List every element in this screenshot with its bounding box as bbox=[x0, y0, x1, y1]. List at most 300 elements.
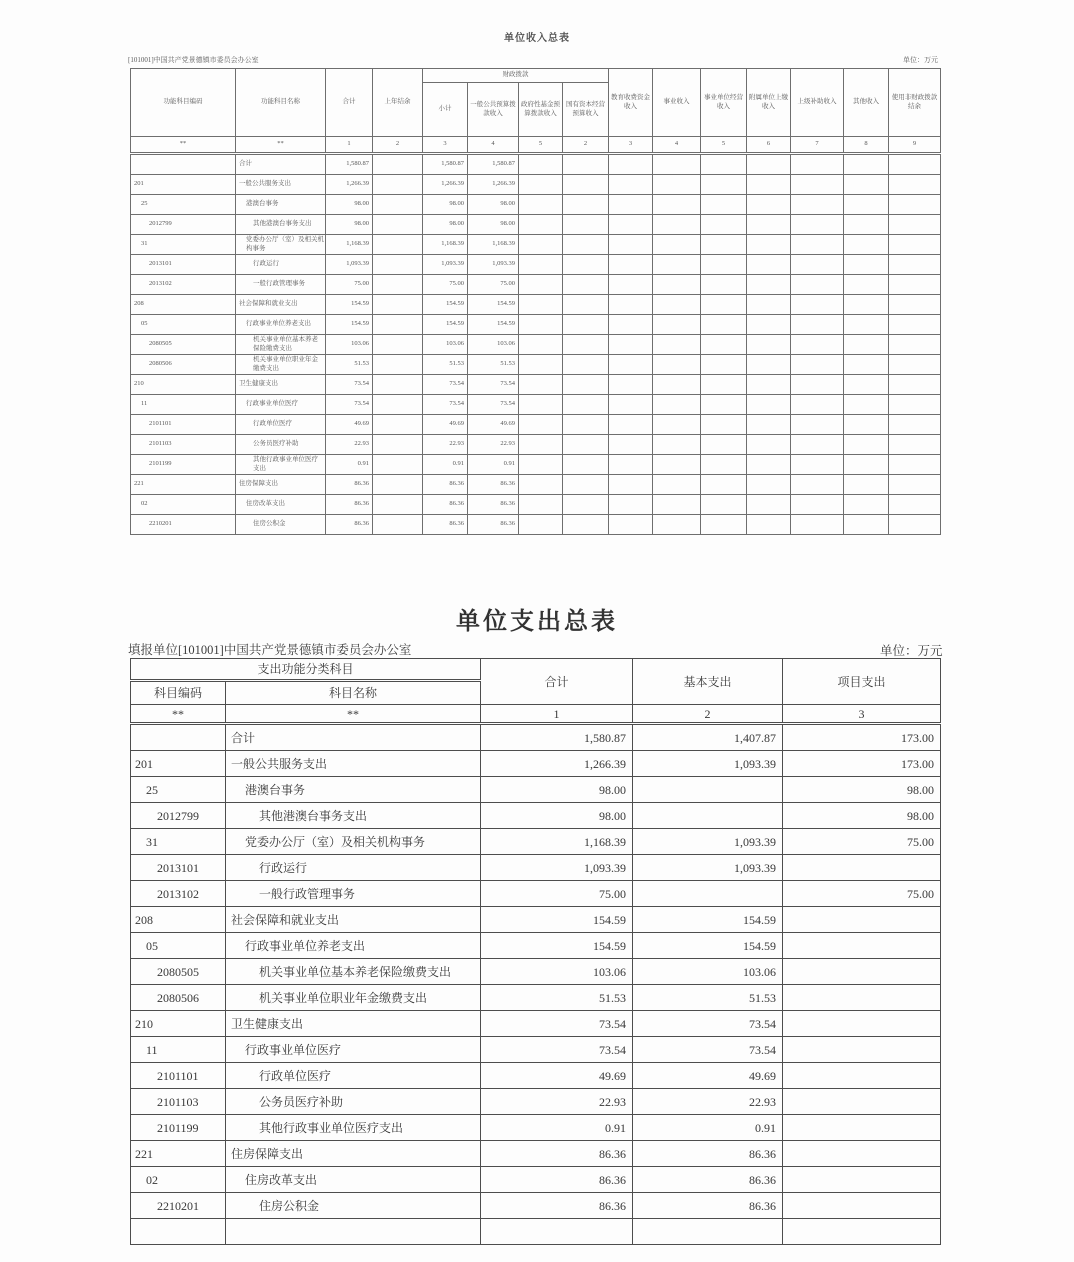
income-empty-cell bbox=[844, 455, 889, 475]
income-empty-cell bbox=[889, 375, 941, 395]
expense-name-cell: 港澳台事务 bbox=[226, 777, 481, 803]
income-empty-cell bbox=[519, 395, 563, 415]
expense-table-row bbox=[131, 985, 941, 1011]
income-total-cell: 154.59 bbox=[326, 295, 373, 315]
income-total-cell: 1,093.39 bbox=[326, 255, 373, 275]
expense-code-cell: 210 bbox=[131, 1011, 226, 1037]
income-name-cell: 住房公积金 bbox=[236, 515, 326, 535]
income-table-row bbox=[131, 255, 941, 275]
expense-basic-cell: 103.06 bbox=[633, 959, 783, 985]
income-empty-cell bbox=[844, 295, 889, 315]
income-colnum-cell: ** bbox=[236, 137, 326, 154]
income-empty-cell bbox=[609, 215, 653, 235]
income-fiscal-subtotal-cell: 86.36 bbox=[423, 475, 468, 495]
expense-table-row bbox=[131, 1193, 941, 1219]
income-empty-cell bbox=[791, 275, 844, 295]
expense-table-row bbox=[131, 1063, 941, 1089]
income-total-cell: 49.69 bbox=[326, 415, 373, 435]
income-empty-cell bbox=[844, 175, 889, 195]
income-empty-cell bbox=[519, 495, 563, 515]
income-empty-cell bbox=[519, 175, 563, 195]
income-code-cell: 2012799 bbox=[131, 215, 236, 235]
income-code-cell: 201 bbox=[131, 175, 236, 195]
income-empty-cell bbox=[889, 255, 941, 275]
expense-name-cell bbox=[226, 1219, 481, 1245]
income-empty-cell bbox=[653, 495, 701, 515]
income-empty-cell bbox=[791, 215, 844, 235]
expense-name-cell: 机关事业单位职业年金缴费支出 bbox=[226, 985, 481, 1011]
income-code-cell: 2080506 bbox=[131, 355, 236, 375]
income-prev-balance-cell bbox=[373, 215, 423, 235]
income-colnum-cell: 2 bbox=[373, 137, 423, 154]
income-empty-cell bbox=[844, 195, 889, 215]
income-colnum-row bbox=[131, 137, 941, 154]
expense-project-cell: 75.00 bbox=[783, 829, 941, 855]
expense-code-cell: 31 bbox=[131, 829, 226, 855]
income-code-cell: 2013101 bbox=[131, 255, 236, 275]
income-empty-cell bbox=[563, 375, 609, 395]
expense-total-cell: 86.36 bbox=[481, 1141, 633, 1167]
income-empty-cell bbox=[563, 175, 609, 195]
expense-total-cell: 22.93 bbox=[481, 1089, 633, 1115]
income-empty-cell bbox=[844, 435, 889, 455]
expense-name-cell: 行政单位医疗 bbox=[226, 1063, 481, 1089]
expense-code-cell: 11 bbox=[131, 1037, 226, 1063]
income-empty-cell bbox=[563, 335, 609, 355]
income-empty-cell bbox=[747, 215, 791, 235]
income-empty-cell bbox=[747, 195, 791, 215]
income-fiscal-subtotal-cell: 154.59 bbox=[423, 295, 468, 315]
income-empty-cell bbox=[844, 415, 889, 435]
income-empty-cell bbox=[844, 154, 889, 175]
expense-basic-cell bbox=[633, 1219, 783, 1245]
expense-project-cell bbox=[783, 959, 941, 985]
income-empty-cell bbox=[844, 235, 889, 255]
expense-project-cell bbox=[783, 985, 941, 1011]
expense-name-cell: 党委办公厅（室）及相关机构事务 bbox=[226, 829, 481, 855]
income-total-cell: 86.36 bbox=[326, 475, 373, 495]
expense-total-cell: 0.91 bbox=[481, 1115, 633, 1141]
income-name-cell: 党委办公厅（室）及相关机构事务 bbox=[236, 235, 326, 255]
income-table-row bbox=[131, 355, 941, 375]
income-general-budget-cell: 1,266.39 bbox=[468, 175, 519, 195]
income-empty-cell bbox=[653, 435, 701, 455]
income-fiscal-subtotal-cell: 98.00 bbox=[423, 215, 468, 235]
income-empty-cell bbox=[563, 355, 609, 375]
income-empty-cell bbox=[701, 195, 747, 215]
income-empty-cell bbox=[701, 355, 747, 375]
income-empty-cell bbox=[747, 455, 791, 475]
income-empty-cell bbox=[701, 335, 747, 355]
income-empty-cell bbox=[519, 215, 563, 235]
income-fiscal-subtotal-cell: 86.36 bbox=[423, 515, 468, 535]
income-total-cell: 154.59 bbox=[326, 315, 373, 335]
income-prev-balance-cell bbox=[373, 175, 423, 195]
income-empty-cell bbox=[609, 475, 653, 495]
income-general-budget-cell: 103.06 bbox=[468, 335, 519, 355]
expense-code-cell: 208 bbox=[131, 907, 226, 933]
expense-basic-cell: 1,093.39 bbox=[633, 751, 783, 777]
income-general-budget-cell: 22.93 bbox=[468, 435, 519, 455]
income-fiscal-subtotal-cell: 73.54 bbox=[423, 375, 468, 395]
income-empty-cell bbox=[791, 475, 844, 495]
income-empty-cell bbox=[609, 335, 653, 355]
income-empty-cell bbox=[563, 215, 609, 235]
expense-basic-cell: 86.36 bbox=[633, 1193, 783, 1219]
expense-total-cell: 154.59 bbox=[481, 933, 633, 959]
income-colnum-cell: 5 bbox=[701, 137, 747, 154]
income-colnum-cell: 5 bbox=[519, 137, 563, 154]
income-empty-cell bbox=[747, 395, 791, 415]
income-prev-balance-cell bbox=[373, 475, 423, 495]
income-general-budget-cell: 154.59 bbox=[468, 315, 519, 335]
income-empty-cell bbox=[519, 515, 563, 535]
expense-table-row bbox=[131, 1011, 941, 1037]
income-empty-cell bbox=[609, 415, 653, 435]
income-empty-cell bbox=[747, 175, 791, 195]
expense-table-row bbox=[131, 1167, 941, 1193]
income-prev-balance-cell bbox=[373, 195, 423, 215]
income-empty-cell bbox=[889, 515, 941, 535]
income-code-cell: 05 bbox=[131, 315, 236, 335]
expense-basic-cell bbox=[633, 803, 783, 829]
income-empty-cell bbox=[519, 415, 563, 435]
income-code-cell: 31 bbox=[131, 235, 236, 255]
expense-header-project: 项目支出 bbox=[783, 659, 941, 705]
income-empty-cell bbox=[609, 495, 653, 515]
income-empty-cell bbox=[791, 515, 844, 535]
expense-basic-cell: 86.36 bbox=[633, 1141, 783, 1167]
income-header-biz-operation: 事业单位经营收入 bbox=[701, 69, 747, 137]
expense-table-row bbox=[131, 959, 941, 985]
income-table-row bbox=[131, 435, 941, 455]
income-total-cell: 98.00 bbox=[326, 195, 373, 215]
income-colnum-cell: 7 bbox=[791, 137, 844, 154]
income-code-cell: 2101103 bbox=[131, 435, 236, 455]
income-empty-cell bbox=[701, 175, 747, 195]
income-empty-cell bbox=[653, 475, 701, 495]
income-empty-cell bbox=[609, 315, 653, 335]
expense-name-cell: 行政事业单位医疗 bbox=[226, 1037, 481, 1063]
income-org-label: [101001]中国共产党景德镇市委员会办公室 bbox=[128, 56, 259, 64]
income-empty-cell bbox=[701, 435, 747, 455]
expense-name-cell: 公务员医疗补助 bbox=[226, 1089, 481, 1115]
income-general-budget-cell: 1,093.39 bbox=[468, 255, 519, 275]
expense-table-row bbox=[131, 1219, 941, 1245]
expense-code-cell: 05 bbox=[131, 933, 226, 959]
income-fiscal-subtotal-cell: 1,168.39 bbox=[423, 235, 468, 255]
income-code-cell bbox=[131, 154, 236, 175]
expense-basic-cell: 1,093.39 bbox=[633, 829, 783, 855]
income-table-row bbox=[131, 475, 941, 495]
expense-table-row bbox=[131, 881, 941, 907]
expense-total-cell: 86.36 bbox=[481, 1167, 633, 1193]
expense-code-cell: 2013101 bbox=[131, 855, 226, 881]
expense-colnum-cell: 1 bbox=[481, 705, 633, 724]
income-empty-cell bbox=[609, 154, 653, 175]
income-table-row bbox=[131, 215, 941, 235]
expense-total-cell: 98.00 bbox=[481, 777, 633, 803]
income-name-cell: 住房改革支出 bbox=[236, 495, 326, 515]
income-code-cell: 2101101 bbox=[131, 415, 236, 435]
income-empty-cell bbox=[701, 154, 747, 175]
expense-header-code: 科目编码 bbox=[131, 681, 226, 705]
income-colnum-cell: 1 bbox=[326, 137, 373, 154]
income-empty-cell bbox=[563, 455, 609, 475]
income-name-cell: 行政事业单位医疗 bbox=[236, 395, 326, 415]
expense-colnum-cell: 2 bbox=[633, 705, 783, 724]
income-colnum-cell: 4 bbox=[468, 137, 519, 154]
income-empty-cell bbox=[701, 415, 747, 435]
income-fiscal-subtotal-cell: 73.54 bbox=[423, 395, 468, 415]
income-empty-cell bbox=[609, 235, 653, 255]
income-prev-balance-cell bbox=[373, 275, 423, 295]
income-fiscal-subtotal-cell: 86.36 bbox=[423, 495, 468, 515]
income-header-edu-fee: 教育收费资金收入 bbox=[609, 69, 653, 137]
expense-basic-cell: 49.69 bbox=[633, 1063, 783, 1089]
income-empty-cell bbox=[791, 335, 844, 355]
income-empty-cell bbox=[563, 475, 609, 495]
expense-basic-cell bbox=[633, 881, 783, 907]
income-empty-cell bbox=[609, 375, 653, 395]
income-header-state-capital: 国有资本经营预算收入 bbox=[563, 83, 609, 137]
income-total-cell: 73.54 bbox=[326, 375, 373, 395]
income-empty-cell bbox=[653, 195, 701, 215]
expense-project-cell bbox=[783, 1193, 941, 1219]
income-general-budget-cell: 1,580.87 bbox=[468, 154, 519, 175]
income-empty-cell bbox=[563, 235, 609, 255]
income-empty-cell bbox=[519, 195, 563, 215]
income-name-cell: 行政事业单位养老支出 bbox=[236, 315, 326, 335]
expense-name-cell: 合计 bbox=[226, 724, 481, 751]
expense-basic-cell: 0.91 bbox=[633, 1115, 783, 1141]
income-table-body bbox=[131, 154, 941, 535]
income-empty-cell bbox=[791, 154, 844, 175]
income-table-row bbox=[131, 415, 941, 435]
expense-name-cell: 住房保障支出 bbox=[226, 1141, 481, 1167]
income-empty-cell bbox=[791, 235, 844, 255]
income-empty-cell bbox=[609, 255, 653, 275]
income-header-name: 功能科目名称 bbox=[236, 69, 326, 137]
expense-table-body bbox=[131, 724, 941, 1245]
expense-unit-label: 单位：万元 bbox=[880, 644, 943, 658]
income-empty-cell bbox=[701, 515, 747, 535]
income-empty-cell bbox=[653, 355, 701, 375]
expense-code-cell: 2012799 bbox=[131, 803, 226, 829]
income-code-cell: 2101199 bbox=[131, 455, 236, 475]
expense-name-cell: 行政运行 bbox=[226, 855, 481, 881]
income-code-cell: 02 bbox=[131, 495, 236, 515]
income-empty-cell bbox=[844, 255, 889, 275]
income-empty-cell bbox=[747, 475, 791, 495]
expense-table-row bbox=[131, 907, 941, 933]
expense-table-title: 单位支出总表 bbox=[456, 609, 618, 635]
income-total-cell: 75.00 bbox=[326, 275, 373, 295]
income-name-cell: 其他港澳台事务支出 bbox=[236, 215, 326, 235]
expense-project-cell: 98.00 bbox=[783, 777, 941, 803]
income-empty-cell bbox=[844, 475, 889, 495]
income-header-general-budget: 一般公共预算拨款收入 bbox=[468, 83, 519, 137]
income-empty-cell bbox=[747, 335, 791, 355]
income-empty-cell bbox=[747, 355, 791, 375]
expense-total-cell: 49.69 bbox=[481, 1063, 633, 1089]
expense-code-cell: 2080506 bbox=[131, 985, 226, 1011]
income-empty-cell bbox=[519, 475, 563, 495]
income-name-cell: 港澳台事务 bbox=[236, 195, 326, 215]
income-empty-cell bbox=[791, 395, 844, 415]
income-empty-cell bbox=[747, 415, 791, 435]
expense-total-cell: 1,580.87 bbox=[481, 724, 633, 751]
income-empty-cell bbox=[609, 395, 653, 415]
income-prev-balance-cell bbox=[373, 335, 423, 355]
income-empty-cell bbox=[701, 315, 747, 335]
income-empty-cell bbox=[519, 335, 563, 355]
income-general-budget-cell: 86.36 bbox=[468, 475, 519, 495]
income-empty-cell bbox=[889, 435, 941, 455]
income-empty-cell bbox=[609, 295, 653, 315]
income-empty-cell bbox=[844, 275, 889, 295]
income-empty-cell bbox=[563, 295, 609, 315]
expense-project-cell bbox=[783, 907, 941, 933]
expense-name-cell: 其他港澳台事务支出 bbox=[226, 803, 481, 829]
income-empty-cell bbox=[844, 215, 889, 235]
income-empty-cell bbox=[747, 295, 791, 315]
expense-code-cell: 2101101 bbox=[131, 1063, 226, 1089]
expense-basic-cell: 73.54 bbox=[633, 1037, 783, 1063]
income-colnum-cell: 8 bbox=[844, 137, 889, 154]
income-general-budget-cell: 86.36 bbox=[468, 495, 519, 515]
income-prev-balance-cell bbox=[373, 235, 423, 255]
income-empty-cell bbox=[791, 195, 844, 215]
expense-colnum-cell: ** bbox=[131, 705, 226, 724]
income-total-cell: 103.06 bbox=[326, 335, 373, 355]
income-prev-balance-cell bbox=[373, 315, 423, 335]
income-unit-label: 单位：万元 bbox=[903, 56, 938, 64]
income-empty-cell bbox=[747, 375, 791, 395]
income-general-budget-cell: 0.91 bbox=[468, 455, 519, 475]
income-total-cell: 1,266.39 bbox=[326, 175, 373, 195]
expense-total-cell: 1,266.39 bbox=[481, 751, 633, 777]
income-empty-cell bbox=[791, 435, 844, 455]
expense-name-cell: 其他行政事业单位医疗支出 bbox=[226, 1115, 481, 1141]
income-general-budget-cell: 49.69 bbox=[468, 415, 519, 435]
expense-project-cell bbox=[783, 1011, 941, 1037]
income-code-cell: 208 bbox=[131, 295, 236, 315]
income-table-row bbox=[131, 154, 941, 175]
income-empty-cell bbox=[844, 395, 889, 415]
expense-project-cell: 173.00 bbox=[783, 751, 941, 777]
income-empty-cell bbox=[609, 515, 653, 535]
income-empty-cell bbox=[791, 255, 844, 275]
expense-total-cell: 1,093.39 bbox=[481, 855, 633, 881]
expense-basic-cell bbox=[633, 777, 783, 803]
expense-total-cell: 103.06 bbox=[481, 959, 633, 985]
income-empty-cell bbox=[701, 215, 747, 235]
expense-project-cell: 173.00 bbox=[783, 724, 941, 751]
income-empty-cell bbox=[519, 255, 563, 275]
income-empty-cell bbox=[889, 355, 941, 375]
income-table-row bbox=[131, 455, 941, 475]
expense-header-basic: 基本支出 bbox=[633, 659, 783, 705]
expense-table-row bbox=[131, 751, 941, 777]
income-name-cell: 公务员医疗补助 bbox=[236, 435, 326, 455]
income-code-cell: 2013102 bbox=[131, 275, 236, 295]
income-general-budget-cell: 98.00 bbox=[468, 195, 519, 215]
income-empty-cell bbox=[609, 355, 653, 375]
income-empty-cell bbox=[563, 515, 609, 535]
income-colnum-cell: 9 bbox=[889, 137, 941, 154]
expense-table bbox=[130, 658, 941, 1245]
income-name-cell: 社会保障和就业支出 bbox=[236, 295, 326, 315]
expense-project-cell bbox=[783, 933, 941, 959]
expense-name-cell: 卫生健康支出 bbox=[226, 1011, 481, 1037]
income-empty-cell bbox=[519, 275, 563, 295]
expense-project-cell bbox=[783, 1167, 941, 1193]
income-empty-cell bbox=[653, 455, 701, 475]
expense-org-label: 填报单位[101001]中国共产党景德镇市委员会办公室 bbox=[128, 643, 412, 657]
expense-project-cell bbox=[783, 855, 941, 881]
expense-project-cell bbox=[783, 1037, 941, 1063]
expense-code-cell: 02 bbox=[131, 1167, 226, 1193]
income-table-row bbox=[131, 175, 941, 195]
income-table-row bbox=[131, 315, 941, 335]
expense-table-row bbox=[131, 855, 941, 881]
income-empty-cell bbox=[519, 235, 563, 255]
income-prev-balance-cell bbox=[373, 395, 423, 415]
income-code-cell: 2080505 bbox=[131, 335, 236, 355]
income-empty-cell bbox=[791, 495, 844, 515]
income-empty-cell bbox=[701, 235, 747, 255]
income-empty-cell bbox=[747, 154, 791, 175]
income-empty-cell bbox=[889, 475, 941, 495]
expense-table-row bbox=[131, 1115, 941, 1141]
income-prev-balance-cell bbox=[373, 435, 423, 455]
income-fiscal-subtotal-cell: 154.59 bbox=[423, 315, 468, 335]
expense-total-cell: 98.00 bbox=[481, 803, 633, 829]
income-empty-cell bbox=[653, 315, 701, 335]
expense-project-cell bbox=[783, 1063, 941, 1089]
expense-total-cell: 1,168.39 bbox=[481, 829, 633, 855]
income-name-cell: 机关事业单位基本养老保险缴费支出 bbox=[236, 335, 326, 355]
income-header-total: 合计 bbox=[326, 69, 373, 137]
income-table-row bbox=[131, 295, 941, 315]
income-table-row bbox=[131, 195, 941, 215]
income-total-cell: 51.53 bbox=[326, 355, 373, 375]
income-empty-cell bbox=[609, 175, 653, 195]
income-prev-balance-cell bbox=[373, 375, 423, 395]
income-empty-cell bbox=[653, 515, 701, 535]
income-empty-cell bbox=[519, 375, 563, 395]
income-total-cell: 1,168.39 bbox=[326, 235, 373, 255]
income-empty-cell bbox=[519, 154, 563, 175]
income-empty-cell bbox=[563, 275, 609, 295]
income-empty-cell bbox=[747, 495, 791, 515]
income-empty-cell bbox=[609, 455, 653, 475]
income-name-cell: 其他行政事业单位医疗支出 bbox=[236, 455, 326, 475]
expense-table-row bbox=[131, 1141, 941, 1167]
income-empty-cell bbox=[844, 335, 889, 355]
income-empty-cell bbox=[609, 435, 653, 455]
expense-total-cell: 75.00 bbox=[481, 881, 633, 907]
expense-name-cell: 住房公积金 bbox=[226, 1193, 481, 1219]
income-empty-cell bbox=[701, 295, 747, 315]
income-empty-cell bbox=[791, 315, 844, 335]
expense-code-cell: 2080505 bbox=[131, 959, 226, 985]
income-empty-cell bbox=[519, 455, 563, 475]
income-empty-cell bbox=[519, 435, 563, 455]
income-empty-cell bbox=[653, 415, 701, 435]
income-empty-cell bbox=[844, 355, 889, 375]
